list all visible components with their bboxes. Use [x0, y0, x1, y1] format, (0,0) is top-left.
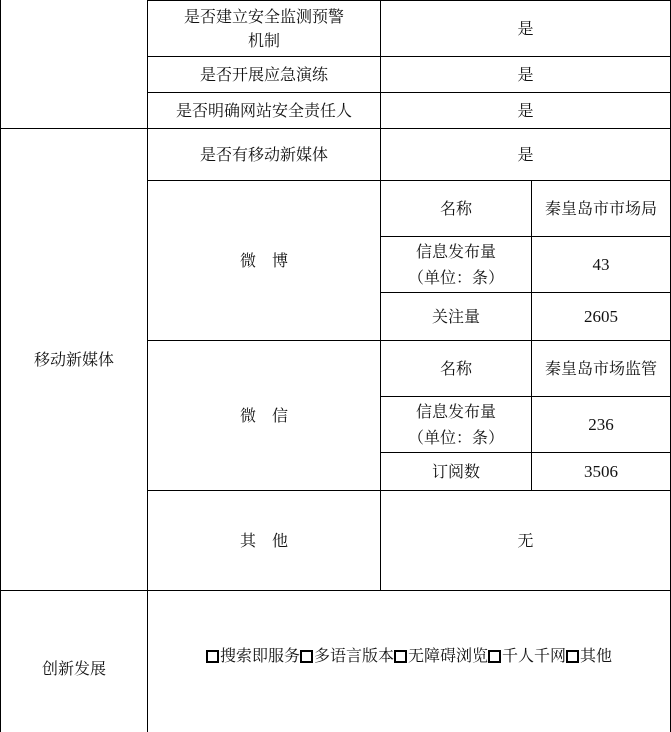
- innovation-section-label: 创新发展: [41, 658, 106, 678]
- option-multilingual[interactable]: 多语言版本: [300, 643, 394, 669]
- wechat-subscribers-value: 3506: [584, 461, 618, 481]
- drill-label: 是否开展应急演练: [199, 64, 328, 84]
- innovation-options: [148, 591, 670, 721]
- option-accessibility[interactable]: 无障碍浏览: [394, 643, 488, 669]
- drill-value: 是: [517, 64, 534, 84]
- weibo-name-label: 名称: [439, 198, 472, 218]
- other-value: 无: [517, 530, 534, 550]
- option-search-as-service[interactable]: 搜索即服务: [206, 643, 300, 669]
- weibo-name-value: 秦皇岛市市场局: [544, 198, 657, 218]
- wechat-name-label: 名称: [439, 358, 472, 378]
- option-personalized[interactable]: 千人千网: [488, 643, 566, 669]
- monitoring-value: 是: [517, 18, 534, 38]
- wechat-subscribers-label: 订阅数: [431, 461, 480, 481]
- weibo-followers-label: 关注量: [431, 306, 480, 326]
- checkbox-icon[interactable]: [566, 650, 579, 663]
- checkbox-icon[interactable]: [394, 650, 407, 663]
- weibo-posts-label: 信息发布量（单位：条）: [407, 241, 504, 287]
- new-media-section-label: 移动新媒体: [33, 349, 114, 369]
- checkbox-icon[interactable]: [488, 650, 501, 663]
- weibo-followers-value: 2605: [584, 306, 618, 326]
- weibo-label: 微 博: [239, 250, 288, 270]
- has-new-media-label: 是否有移动新媒体: [199, 144, 328, 164]
- other-label: 其 他: [239, 530, 288, 550]
- option-other[interactable]: 其他: [566, 643, 612, 669]
- wechat-name-value: 秦皇岛市场监管: [544, 358, 657, 378]
- wechat-posts-label: 信息发布量（单位：条）: [407, 401, 504, 447]
- responsible-label: 是否明确网站安全责任人: [175, 100, 352, 120]
- responsible-value: 是: [517, 100, 534, 120]
- weibo-posts-value: 43: [592, 254, 610, 274]
- wechat-label: 微 信: [239, 405, 288, 425]
- monitoring-label: 是否建立安全监测预警 机制: [183, 6, 344, 50]
- checkbox-icon[interactable]: [206, 650, 219, 663]
- wechat-posts-value: 236: [588, 414, 614, 434]
- checkbox-icon[interactable]: [300, 650, 313, 663]
- has-new-media-value: 是: [517, 144, 534, 164]
